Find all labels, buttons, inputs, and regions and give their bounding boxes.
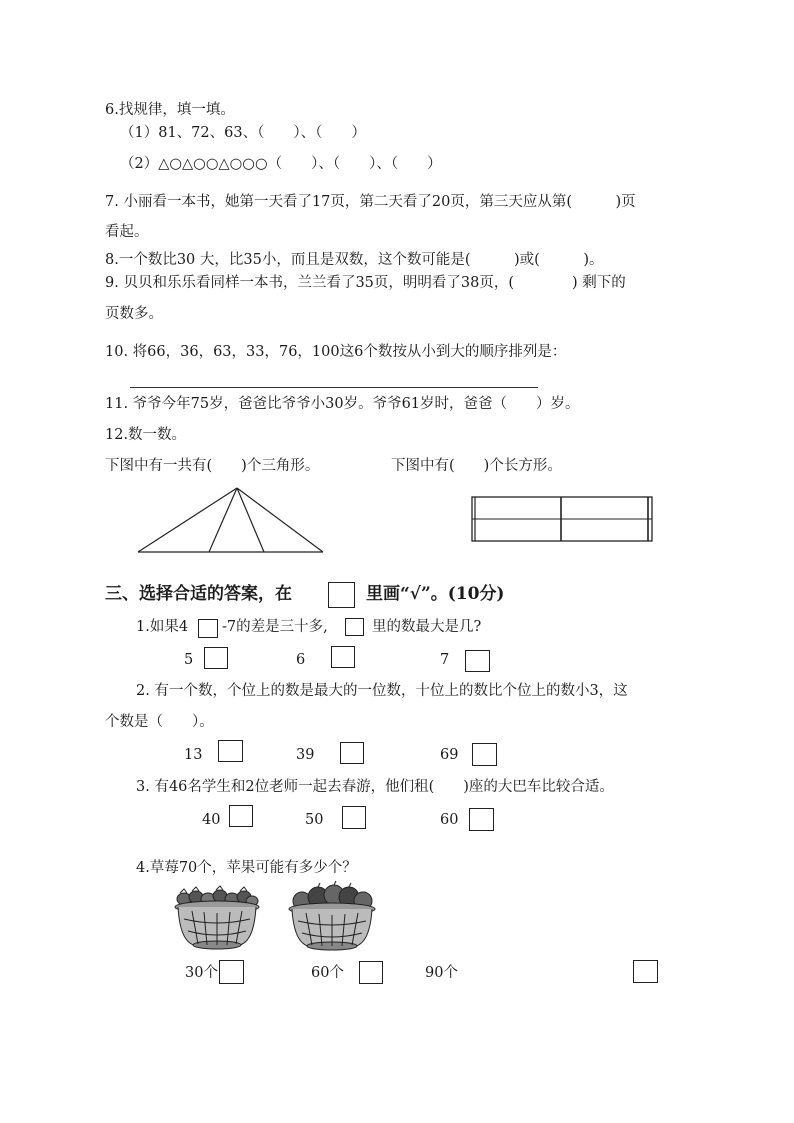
c4-option-checkbox[interactable] <box>359 961 383 984</box>
q10-answer-line[interactable] <box>130 387 538 388</box>
c2-line2: 个数是（ ）。 <box>105 714 214 730</box>
c3-option-checkbox[interactable] <box>342 806 366 829</box>
q12-title: 12.数一数。 <box>105 427 187 443</box>
q12-triangle-text: 下图中有一共有( )个三角形。 <box>105 458 320 474</box>
c4-option-label: 90个 <box>425 965 458 981</box>
section3-heading-a: 三、选择合适的答案，在 <box>105 584 292 604</box>
c3-option-label: 60 <box>440 812 459 828</box>
c1-option-label: 7 <box>440 652 450 668</box>
c2-option-label: 39 <box>296 747 315 763</box>
c4-option-checkbox[interactable] <box>219 960 244 984</box>
c1-part-b: -7的差是三十多, <box>222 619 328 635</box>
c1-option-label: 5 <box>184 652 194 668</box>
c1-option-checkbox[interactable] <box>465 650 490 672</box>
c4-option-checkbox[interactable] <box>633 960 658 983</box>
c2-option-label: 69 <box>440 747 459 763</box>
c1-part-c: 里的数最大是几? <box>372 619 482 635</box>
c3-text: 3. 有46名学生和2位老师一起去春游，他们租( )座的大巴车比较合适。 <box>136 779 614 795</box>
c4-text: 4.草莓70个，苹果可能有多少个？ <box>136 860 357 876</box>
c1-part-a: 1.如果4 <box>136 619 189 635</box>
c2-option-checkbox[interactable] <box>472 743 497 766</box>
c4-option-label: 60个 <box>311 965 344 981</box>
section3-heading-box <box>328 582 355 608</box>
q12-rect-text: 下图中有( )个长方形。 <box>391 458 562 474</box>
q6-sub1: （1）81、72、63、（ ）、（ ） <box>120 125 366 141</box>
c3-option-label: 50 <box>305 812 324 828</box>
c1-option-checkbox[interactable] <box>331 646 355 668</box>
c3-option-label: 40 <box>202 812 221 828</box>
c2-line1: 2. 有一个数，个位上的数是最大的一位数，十位上的数比个位上的数小3，这 <box>136 683 628 699</box>
c1-option-label: 6 <box>296 652 306 668</box>
c1-inline-box-1 <box>198 619 218 638</box>
c3-option-checkbox[interactable] <box>229 805 253 827</box>
c2-option-checkbox[interactable] <box>218 740 243 762</box>
q7-line1: 7. 小丽看一本书，她第一天看了17页，第二天看了20页，第三天应从第( )页 <box>105 194 636 210</box>
triangle-figure <box>130 480 330 560</box>
rectangle-figure <box>465 494 665 550</box>
strawberry-basket-icon <box>172 887 262 951</box>
q6-title: 6.找规律，填一填。 <box>105 102 235 118</box>
c4-option-label: 30个 <box>185 965 218 981</box>
c2-option-checkbox[interactable] <box>340 742 364 764</box>
q11-text: 11. 爷爷今年75岁，爸爸比爷爷小30岁。爷爷61岁时，爸爸（ ）岁。 <box>105 396 580 412</box>
q9-line1: 9. 贝贝和乐乐看同样一本书，兰兰看了35页，明明看了38页，( ) 剩下的 <box>105 275 626 291</box>
q6-sub2: （2）△○△○○△○○○（ ）、（ ）、（ ） <box>120 156 442 172</box>
q10-text: 10. 将66，36，63，33，76，100这6个数按从小到大的顺序排列是： <box>105 344 567 360</box>
c3-option-checkbox[interactable] <box>469 808 494 831</box>
q9-line2: 页数多。 <box>105 306 163 322</box>
q7-line2: 看起。 <box>105 224 149 240</box>
c2-option-label: 13 <box>184 747 203 763</box>
section3-heading-b: 里画“√”。(10分) <box>366 584 505 604</box>
q8-text: 8.一个数比30 大，比35小，而且是双数，这个数可能是( )或( )。 <box>105 252 604 268</box>
c1-inline-box-2 <box>345 618 364 636</box>
apple-basket-icon <box>286 887 378 951</box>
c1-option-checkbox[interactable] <box>204 647 228 669</box>
